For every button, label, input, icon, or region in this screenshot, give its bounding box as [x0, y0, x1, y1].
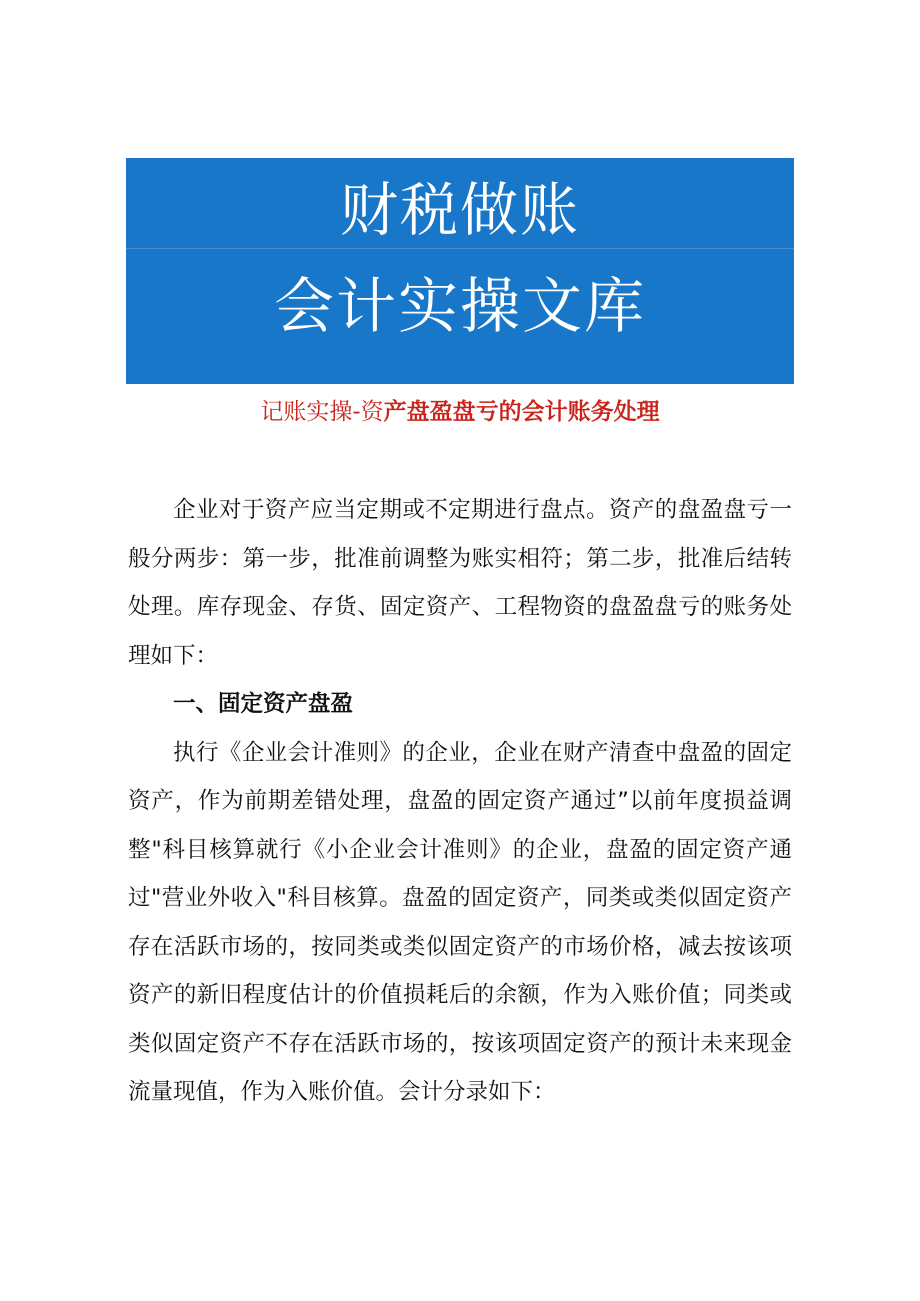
paragraph-fixed-asset-surplus: 执行《企业会计准则》的企业，企业在财产清查中盘盈的固定资产，作为前期差错处理，盘盈的固定资产通过”以前年度损益调整"科目核算就行《小企业会计准则》的企业，盘盈的固定资产通过"营业外收入"科目核算。盘盈的固定资产，同类或类似固定资产存在活跃市场的，按同类或类似固定资产的市场价格，减去按该项资产的新旧程度估计的价值损耗后的余额，作为入账价值；同类或类似固定资产不存在活跃市场的，按该项固定资产的预计未来现金流量现值，作为入账价值。会计分录如下： — [128, 739, 792, 1105]
paragraph-intro: 企业对于资产应当定期或不定期进行盘点。资产的盘盈盘亏一般分两步：第一步，批准前调整为账实相符；第二步，批准后结转处理。库存现金、存货、固定资产、工程物资的盘盈盘亏的账务处理如下： — [128, 497, 792, 669]
title-banner — [126, 158, 794, 384]
document-subtitle — [0, 392, 920, 432]
subtitle-rest: 产盘盈盘亏的会计账务处理 — [383, 399, 660, 425]
banner-title-line1: 财税做账 — [339, 176, 580, 244]
section-heading: 一、固定资产盘盈 — [173, 691, 354, 717]
banner-title-line2: 会计实操文库 — [274, 272, 646, 342]
document-body — [128, 486, 792, 1117]
banner-divider — [126, 248, 794, 249]
subtitle-prefix: 记账实操-资 — [260, 399, 384, 425]
